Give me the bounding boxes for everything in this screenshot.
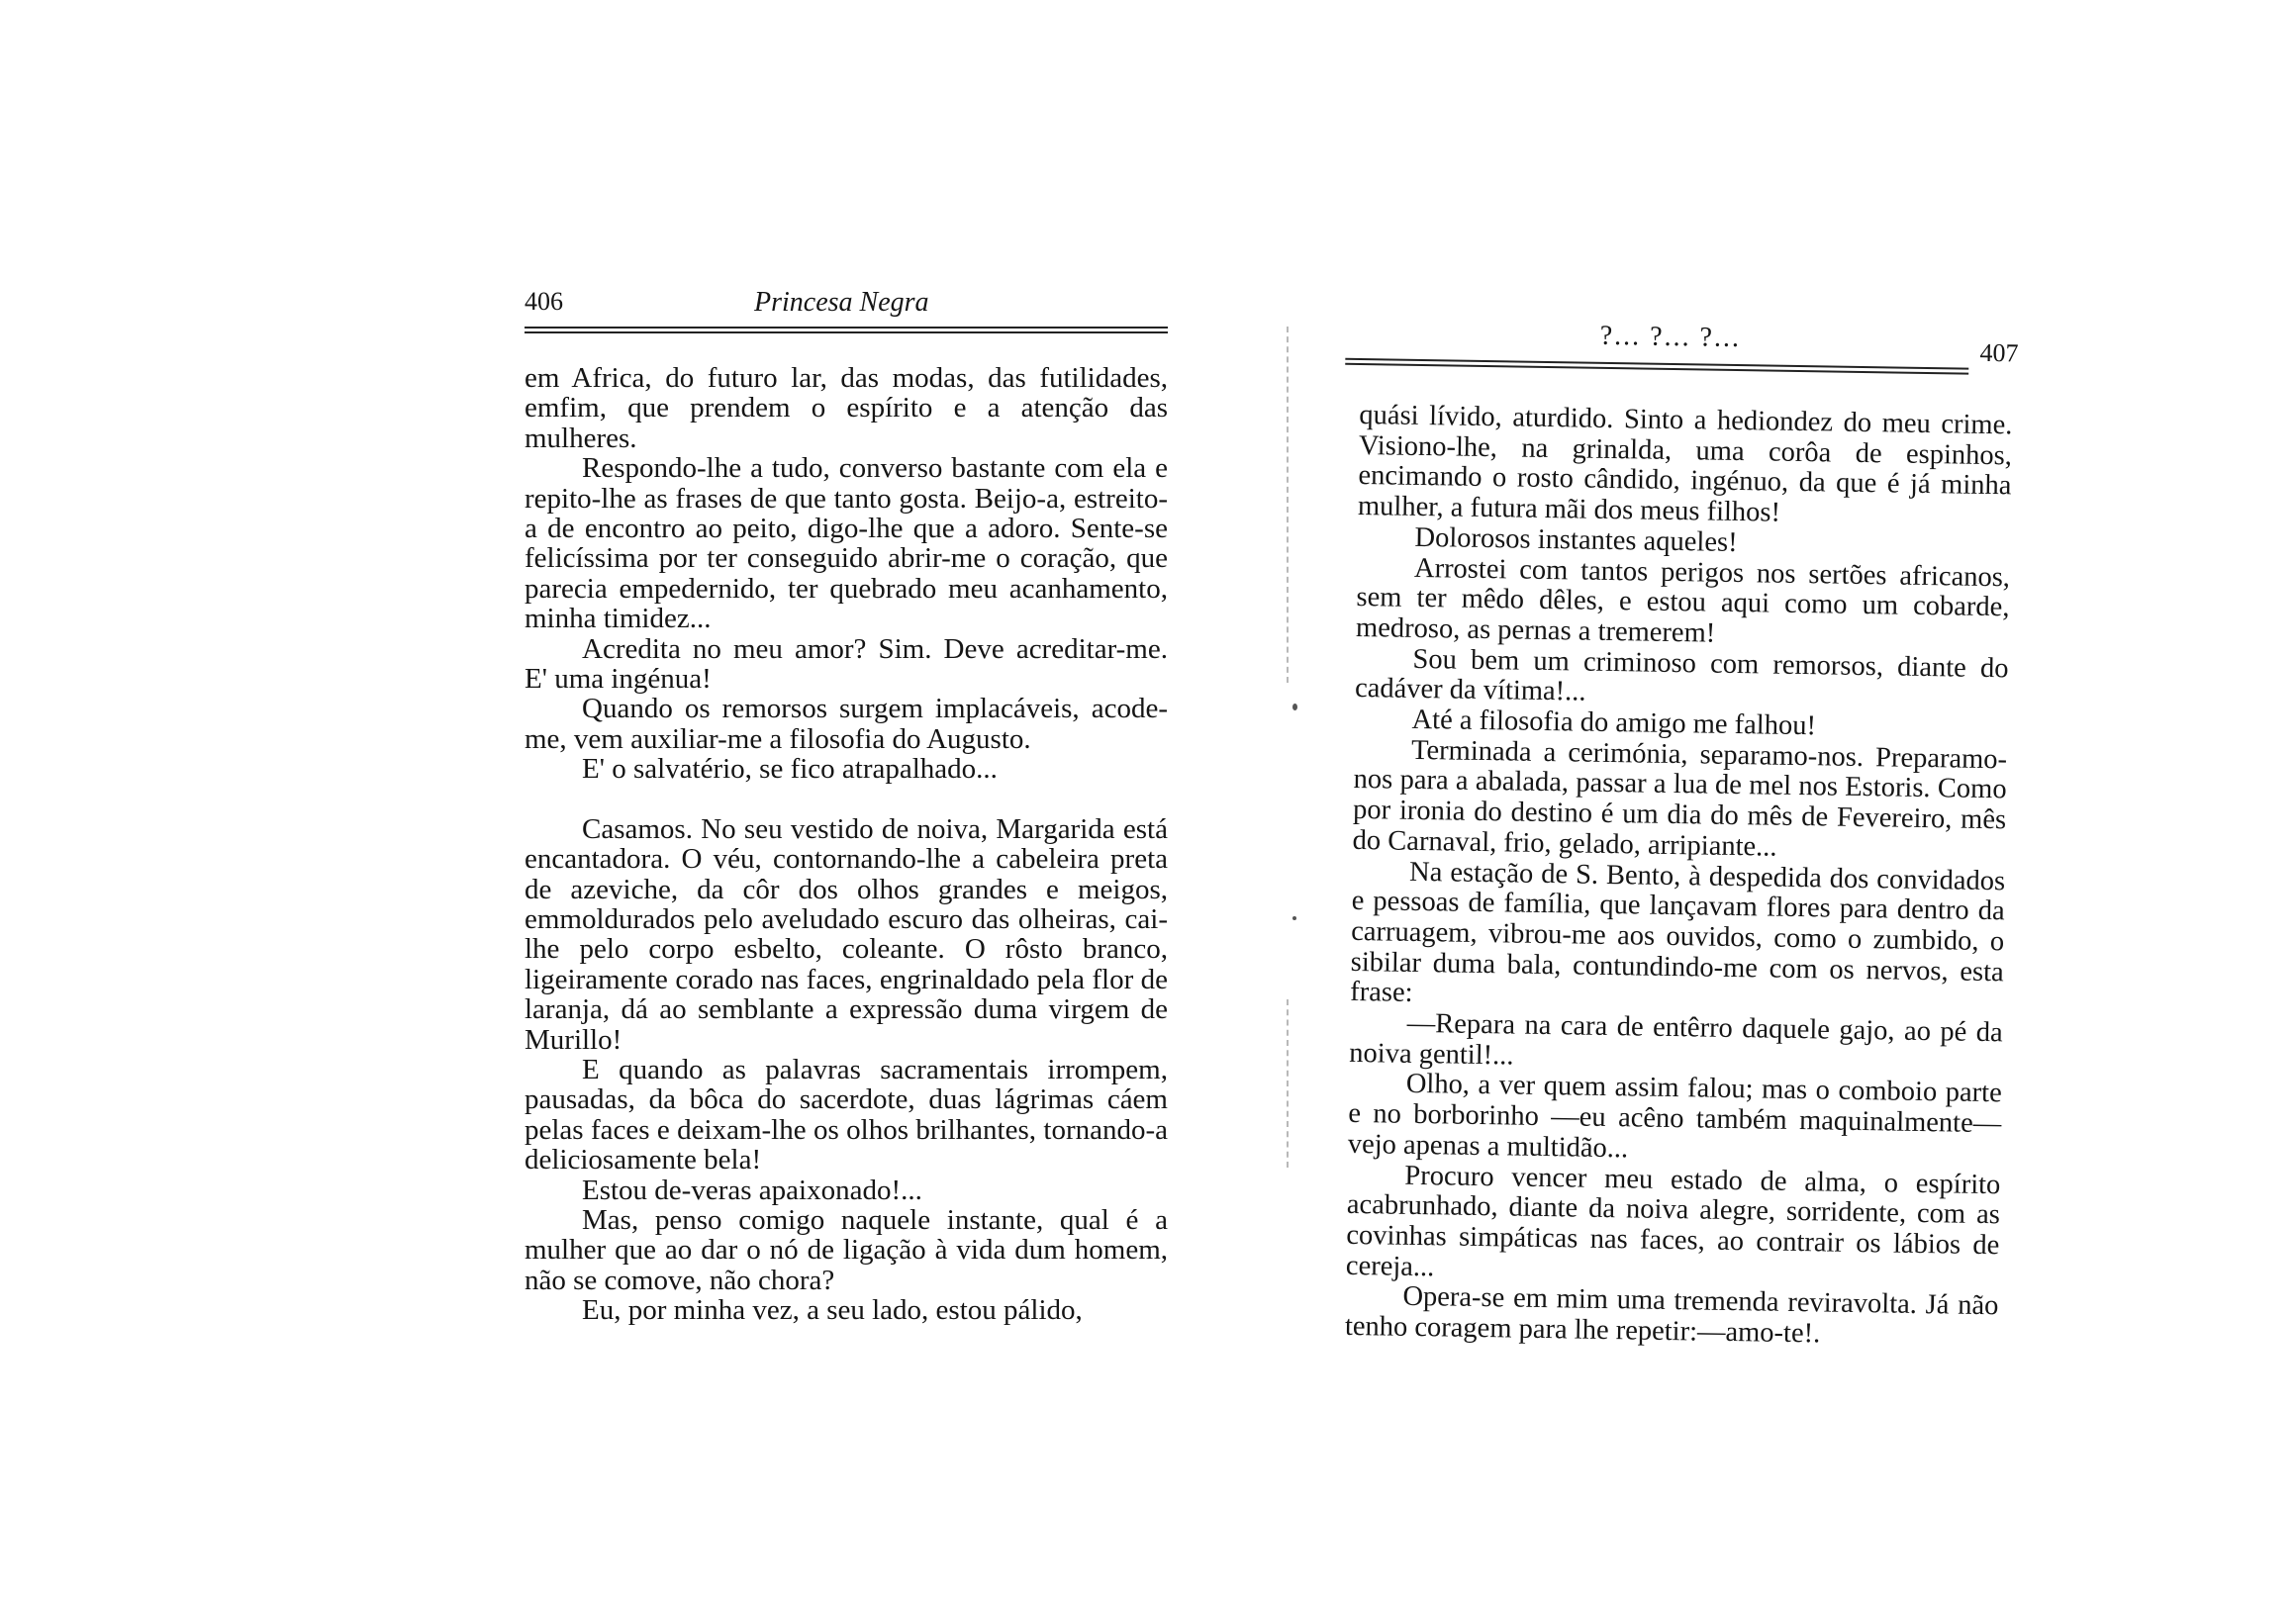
paragraph: E quando as palavras sacramentais irrompem, pausadas, da bôca do sacerdote, duas lágrimas cáem pelas faces e deixam-lhe os olhos brilhantes, tornando-a deliciosamente bela! <box>525 1053 1168 1176</box>
paragraph: Mas, penso comigo naquele instante, qual é a mulher que ao dar o nó de ligação à vida dum homem, não se comove, não chora? <box>525 1203 1168 1296</box>
running-title: Princesa Negra <box>754 287 929 318</box>
page-body <box>1345 401 2013 1353</box>
page-number: 407 <box>1979 337 2019 368</box>
paragraph: Arrostei com tantos perigos nos sertões africanos, sem ter mêdo dêles, e estou aqui como um cobarde, medroso, as pernas a tremerem! <box>1355 552 2011 649</box>
header-rule <box>525 327 1168 333</box>
gutter-speck <box>1292 704 1297 710</box>
paragraph: Quando os remorsos surgem implacáveis, acode-me, vem auxiliar-me a filosofia do Augusto. <box>525 693 1168 755</box>
paragraph: Na estação de S. Bento, à despedida dos convidados e pessoas de família, que lançavam flores para dentro da carruagem, vibrou-me aos ouvidos, como o zumbido, o sibilar duma bala, contundindo-me com os nervos, esta frase: <box>1350 856 2006 1009</box>
paragraph: Olho, a ver quem assim falou; mas o comboio parte e no borborinho —eu acêno também maquinalmente—vejo apenas a multidão... <box>1347 1069 2002 1165</box>
paragraph: quási lívido, aturdido. Sinto a hediondez do meu crime. Visiono-lhe, na grinalda, uma corôa de espinhos, encimando o rosto cândido, ingénuo, da que é já minha mulher, a futura mãi dos meus filhos! <box>1357 399 2013 528</box>
paragraph: Casamos. No seu vestido de noiva, Margarida está encantadora. O véu, contornando-lhe a cabeleira preta de azeviche, da côr dos olhos grandes e meigos, emmoldurados pelo aveludado escuro das olheiras, cai-lhe pelo corpo esbelto, coleante. O rôsto branco, ligeiramente corado nas faces, engrinaldado pela flor de laranja, dá ao semblante a expressão duma virgem de Murillo! <box>525 812 1168 1056</box>
paragraph: Terminada a cerimónia, separamo-nos. Preparamo-nos para a abalada, passar a lua de mel nos Estoris. Como por ironia do destino é um dia do mês de Fevereiro, mês do Carnaval, frio, gelado, arripiante... <box>1352 734 2008 863</box>
paragraph: Estou de-veras apaixonado!... <box>582 1174 922 1206</box>
gutter-mark-bottom <box>1287 999 1289 1168</box>
paragraph: —Repara na cara de entêrro daquele gajo, ao pé da noiva gentil!... <box>1349 1007 2003 1072</box>
running-title: ?... ?... ?... <box>1599 320 1742 354</box>
paragraph: Respondo-lhe a tudo, converso bastante com ela e repito-lhe as frases de que tanto gosta. Beijo-a, estreito-a de encontro ao peito, digo-lhe que a adoro. Sente-se felicíssima por ter conseguido abrir-me o coração, que parecia empedernido, ter quebrado meu acanhamento, minha timidez... <box>525 452 1168 635</box>
paragraph: Acredita no meu amor? Sim. Deve acreditar-me. E' uma ingénua! <box>525 632 1168 696</box>
right-page <box>1344 317 2019 1353</box>
paragraph: Procuro vencer meu estado de alma, o espírito acabrunhado, diante da noiva alegre, sorridente, com as covinhas simpáticas nas faces, ao contrair os lábios de cereja... <box>1345 1160 2001 1282</box>
page-header <box>525 287 1168 327</box>
paragraph: Opera-se em mim uma tremenda reviravolta. Já não tenho coragem para lhe repetir:—amo-te!. <box>1344 1281 1999 1350</box>
paragraph: Até a filosofia do amigo me falhou! <box>1411 704 1817 742</box>
page-number: 406 <box>525 287 563 316</box>
paragraph: E' o salvatério, se fico atrapalhado... <box>582 753 998 786</box>
paragraph: Sou bem um criminoso com remorsos, diante do cadáver da vítima!... <box>1354 643 2009 707</box>
page-body <box>525 363 1168 1326</box>
paragraph: Eu, por minha vez, a seu lado, estou pálido, <box>582 1294 1083 1327</box>
paragraph: Dolorosos instantes aqueles! <box>1414 521 1738 558</box>
gutter-mark-top <box>1287 327 1289 683</box>
left-page <box>525 287 1168 1326</box>
paragraph: em Africa, do futuro lar, das modas, das futilidades, emfim, que prendem o espírito e a atenção das mulheres. <box>525 362 1168 454</box>
gutter-speck <box>1292 916 1296 920</box>
